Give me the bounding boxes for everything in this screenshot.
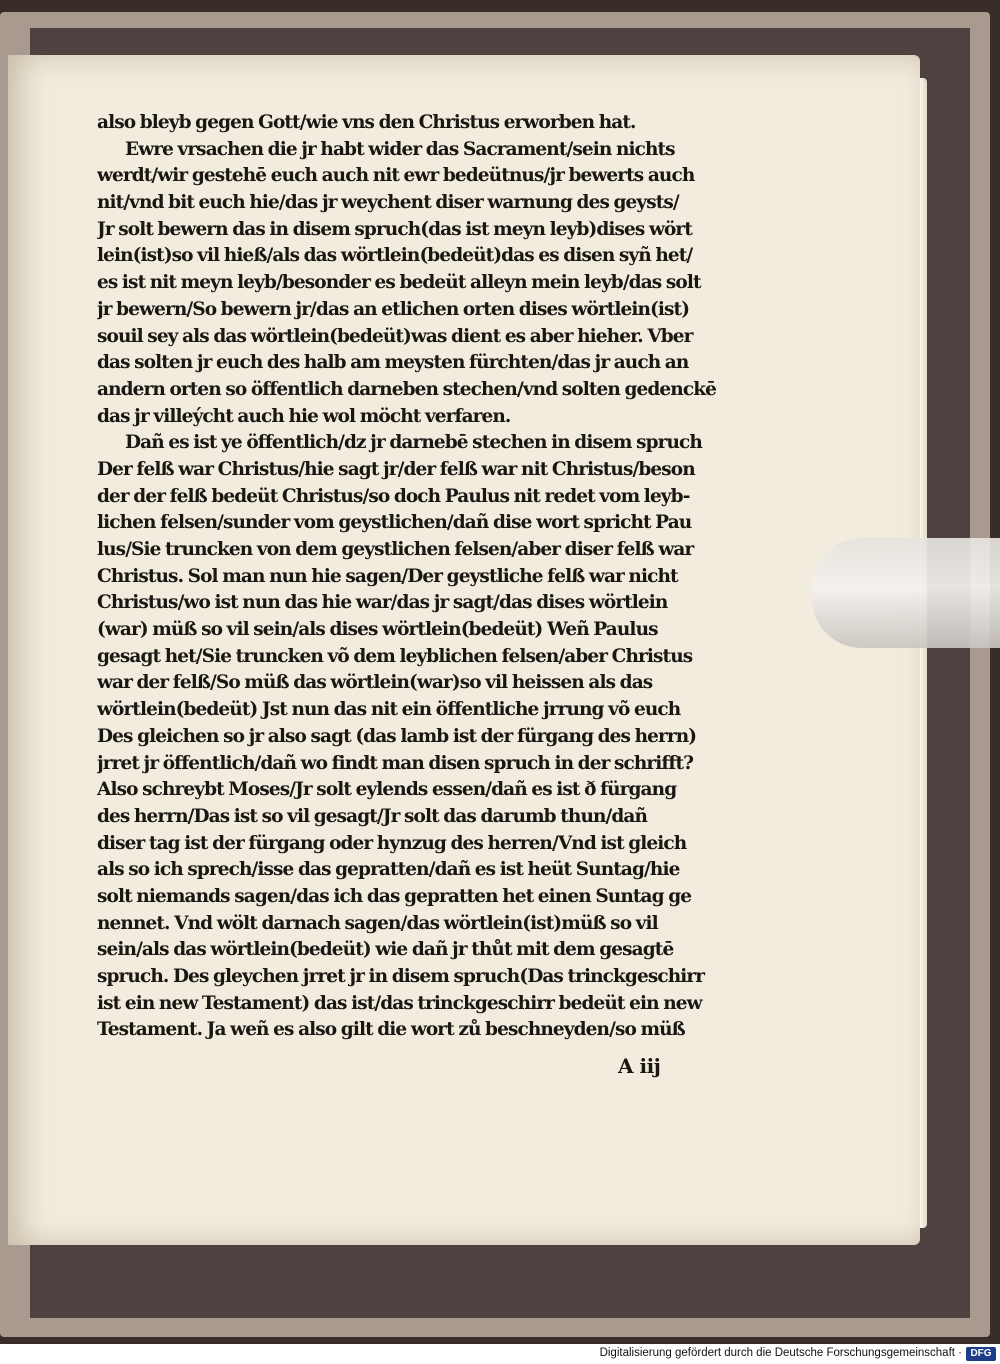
signature-mark: A iij [618,1054,661,1078]
dfg-logo-icon: DFG [966,1347,996,1361]
text-line: werdt/wir gestehē euch auch nit ewr bedeütnus/jr bewerts auch [97,165,695,187]
text-line: jr bewern/So bewern jr/das an etlichen orten dises wörtlein(ist) [97,298,690,320]
text-line: Christus/wo ist nun das hie war/das jr sagt/das dises wörtlein [97,592,668,614]
text-line: souil sey als das wörtlein(bedeüt)was dient es aber hieher. Vber [97,325,693,347]
funding-notice: Digitalisierung gefördert durch die Deutsche Forschungsgemeinschaft · [599,1347,962,1359]
text-line: andern orten so öffentlich darneben stechen/vnd solten gedenckē [97,378,716,400]
text-line: Jr solt bewern das in disem spruch(das ist meyn leyb)dises wört [97,218,692,240]
text-line: nennet. Vnd wölt darnach sagen/das wörtlein(ist)müß so vil [97,912,658,934]
text-line: gesagt het/Sie truncken võ dem leyblichen felsen/aber Christus [97,645,693,667]
text-line: sein/als das wörtlein(bedeüt) wie dañ jr thůt mit dem gesagtē [97,939,674,961]
text-line: lichen felsen/sunder vom geystlichen/dañ dise wort spricht Pau [97,512,692,534]
text-line: spruch. Des gleychen jrret jr in disem spruch(Das trinckgeschirr [97,966,705,987]
text-line: lus/Sie truncken von dem geystlichen felsen/aber diser felß war [97,539,694,560]
text-line: nit/vnd bit euch hie/das jr weychent diser warnung des geysts/ [97,192,679,214]
text-line: war der felß/So müß das wörtlein(war)so vil heissen als das [97,672,653,694]
text-line: Des gleichen so jr also sagt (das lamb ist der fürgang des herrn) [97,725,697,747]
text-line: diser tag ist der fürgang oder hynzug des herren/Vnd ist gleich [97,832,687,854]
text-line: Christus. Sol man nun hie sagen/Der geystliche felß war nicht [97,565,678,587]
text-line: als so ich sprech/isse das gepratten/dañ es ist heüt Suntag/hie [97,859,680,881]
text-line: Also schreybt Moses/Jr solt eylends essen/dañ es ist ð fürgang [97,779,677,801]
text-line: der der felß bedeüt Christus/so doch Paulus nit redet vom leyb- [97,485,690,507]
text-line: das jr villeýcht auch hie wol möcht verfaren. [97,405,511,427]
text-line: also bleyb gegen Gott/wie vns den Christus erworben hat. [97,112,636,133]
text-line: wörtlein(bedeüt) Jst nun das nit ein öffentliche jrrung võ euch [97,699,681,721]
text-line: jrret jr öffentlich/dañ wo findt man disen spruch in der schrifft? [97,752,694,774]
page-holder-clip [812,538,1000,648]
text-line: Dañ es ist ye öffentlich/dz jr darnebē stechen in disem spruch [125,432,702,454]
text-line: ist ein new Testament) das ist/das trinckgeschirr bedeüt ein new [97,992,702,1014]
text-line: lein(ist)so vil hieß/als das wörtlein(bedeüt)das es disen syñ het/ [97,245,693,267]
footer-bar [0,1344,1000,1364]
text-line: Ewre vrsachen die jr habt wider das Sacrament/sein nichts [125,138,675,160]
text-line: das solten jr euch des halb am meysten fürchten/das jr auch an [97,352,689,374]
text-line: (war) müß so vil sein/als dises wörtlein(bedeüt) Weñ Paulus [97,619,658,641]
text-line: solt niemands sagen/das ich das gepratten het einen Suntag ge [97,885,692,907]
page-text-block [97,110,747,1044]
text-line: des herrn/Das ist so vil gesagt/Jr solt das darumb thun/dañ [97,805,648,827]
text-line: Testament. Ja weñ es also gilt die wort zů beschneyden/so müß [97,1019,685,1041]
text-line: es ist nit meyn leyb/besonder es bedeüt alleyn mein leyb/das solt [97,272,701,294]
text-line: Der felß war Christus/hie sagt jr/der felß war nit Christus/beson [97,458,695,480]
